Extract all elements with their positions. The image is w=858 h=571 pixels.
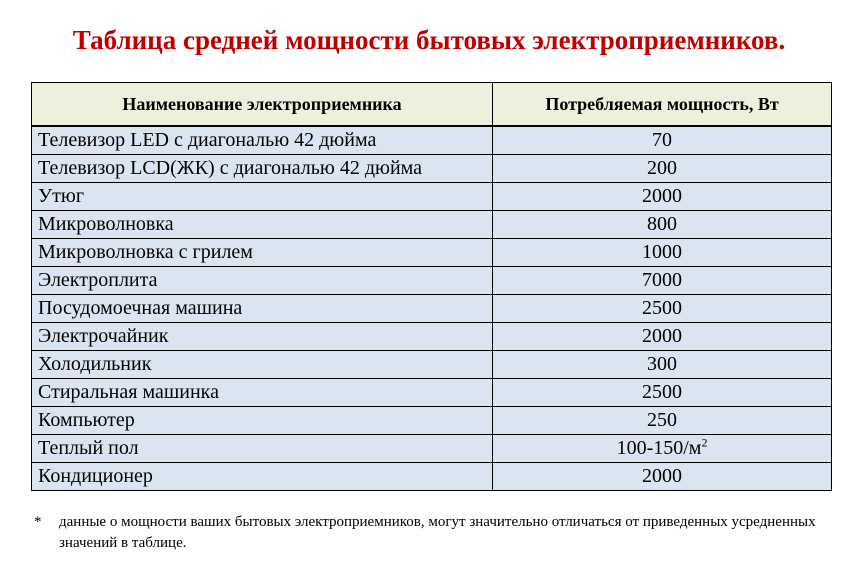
appliance-power: 250 bbox=[493, 407, 832, 435]
appliance-power: 2000 bbox=[493, 463, 832, 491]
table-row bbox=[32, 211, 832, 239]
table-row bbox=[32, 267, 832, 295]
appliance-name: Электрочайник bbox=[32, 323, 493, 351]
table-row bbox=[32, 351, 832, 379]
power-value: 100-150/м bbox=[616, 437, 702, 459]
appliance-power: 70 bbox=[493, 126, 832, 155]
table-row bbox=[32, 323, 832, 351]
table-row bbox=[32, 379, 832, 407]
appliance-name: Микроволновка с грилем bbox=[32, 239, 493, 267]
appliance-power: 200 bbox=[493, 155, 832, 183]
appliance-name: Утюг bbox=[32, 183, 493, 211]
table-row bbox=[32, 155, 832, 183]
appliance-name: Телевизор LED с диагональю 42 дюйма bbox=[32, 126, 493, 155]
appliance-power: 2000 bbox=[493, 183, 832, 211]
appliance-name: Кондиционер bbox=[32, 463, 493, 491]
appliance-power: 2000 bbox=[493, 323, 832, 351]
appliance-name: Стиральная машинка bbox=[32, 379, 493, 407]
power-unit-superscript: 2 bbox=[701, 435, 708, 450]
table-header-row bbox=[32, 83, 832, 127]
table-row bbox=[32, 435, 832, 463]
power-table bbox=[31, 82, 832, 491]
table-row bbox=[32, 183, 832, 211]
table-row bbox=[32, 239, 832, 267]
appliance-power: 300 bbox=[493, 351, 832, 379]
table-row bbox=[32, 295, 832, 323]
appliance-name: Посудомоечная машина bbox=[32, 295, 493, 323]
table-row bbox=[32, 463, 832, 491]
column-header-name: Наименование электроприемника bbox=[32, 83, 493, 127]
appliance-power: 7000 bbox=[493, 267, 832, 295]
table-row bbox=[32, 126, 832, 155]
appliance-power: 800 bbox=[493, 211, 832, 239]
appliance-power: 2500 bbox=[493, 295, 832, 323]
appliance-power bbox=[493, 435, 832, 463]
appliance-name: Компьютер bbox=[32, 407, 493, 435]
appliance-name: Электроплита bbox=[32, 267, 493, 295]
table-row bbox=[32, 407, 832, 435]
column-header-power: Потребляемая мощность, Вт bbox=[493, 83, 832, 127]
appliance-name: Теплый пол bbox=[32, 435, 493, 463]
page-title: Таблица средней мощности бытовых электроприемников. bbox=[72, 25, 786, 55]
footnote bbox=[34, 512, 824, 554]
appliance-power: 1000 bbox=[493, 239, 832, 267]
appliance-name: Холодильник bbox=[32, 351, 493, 379]
appliance-name: Микроволновка bbox=[32, 211, 493, 239]
footnote-text: данные о мощности ваших бытовых электроприемников, могут значительно отличаться от приведенных усредненных значений в таблице. bbox=[59, 514, 816, 551]
appliance-power: 2500 bbox=[493, 379, 832, 407]
footnote-marker: * bbox=[34, 514, 42, 530]
appliance-name: Телевизор LCD(ЖК) с диагональю 42 дюйма bbox=[32, 155, 493, 183]
